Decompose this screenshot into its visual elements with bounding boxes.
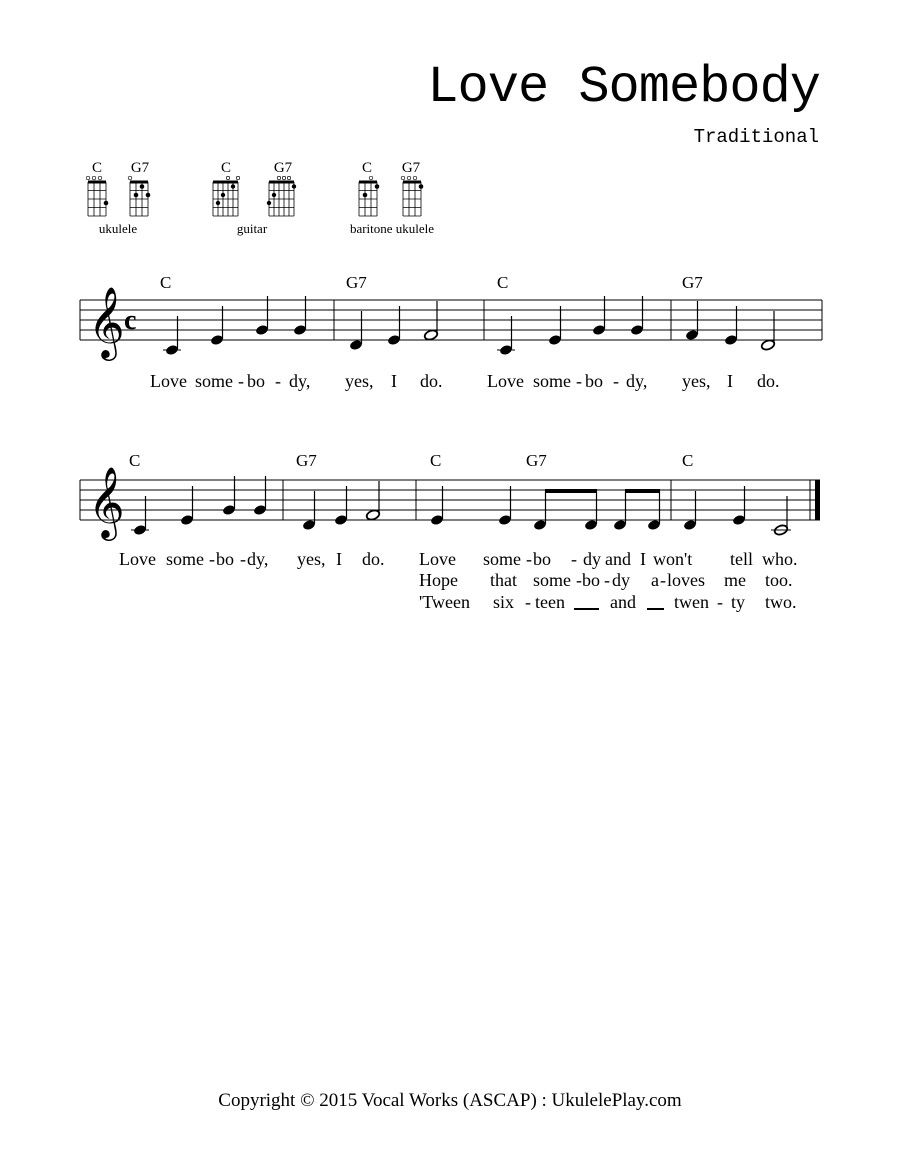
lyric-syllable: loves (667, 570, 705, 590)
baritone-g7-diagram (401, 176, 423, 216)
ukulele-chord-diagrams (86, 176, 156, 221)
lyric-hyphen: - (717, 592, 723, 612)
lyric-syllable: Love (419, 549, 456, 569)
lyric-syllable: yes, (297, 549, 326, 569)
guitar-g7-diagram (267, 176, 296, 216)
lyric-hyphen: - (660, 570, 666, 590)
lyric-syllable: I (640, 549, 646, 569)
lyric-syllable: I (391, 371, 397, 391)
lyric-syllable: won't (653, 549, 693, 569)
lyric-syllable: I (727, 371, 733, 391)
chord-symbol: C (497, 273, 509, 292)
lyric-syllable: Love (150, 371, 187, 391)
chord-symbol: G7 (296, 451, 317, 470)
chord-symbol: G7 (682, 273, 703, 292)
lyric-hyphen: - (238, 371, 244, 391)
lyric-syllable: yes, (345, 371, 374, 391)
lyric-syllable: Love (119, 549, 156, 569)
lyric-syllable: some (166, 549, 204, 569)
lyric-syllable: dy, (626, 371, 648, 391)
lyric-syllable: two. (765, 592, 797, 612)
lyric-syllable: 'Tween (419, 592, 470, 612)
lyric-syllable: me (724, 570, 746, 590)
song-title: Love Somebody (427, 58, 820, 117)
lyric-syllable: Hope (419, 570, 458, 590)
lyric-hyphen: - (526, 549, 532, 569)
guitar-chord-name-g7: G7 (273, 160, 293, 176)
ukulele-chord-name-g7: G7 (130, 160, 150, 176)
lyric-syllable: bo (247, 371, 265, 391)
treble-clef-icon: 𝄞 (88, 285, 125, 358)
lyric-hyphen: - (525, 592, 531, 612)
lyric-syllable: who. (762, 549, 798, 569)
chord-symbol: G7 (346, 273, 367, 292)
chord-symbol: C (129, 451, 141, 470)
lyric-syllable: dy (583, 549, 601, 569)
lyric-hyphen: - (571, 549, 577, 569)
lyric-syllable: some (483, 549, 521, 569)
lyric-hyphen: - (275, 371, 281, 391)
notes-system-2 (131, 476, 791, 536)
lyric-syllable: bo (582, 570, 600, 590)
chord-symbol: G7 (526, 451, 547, 470)
baritone-chord-name-c: C (361, 160, 373, 176)
lyric-syllable: and (605, 549, 631, 569)
lyric-syllable: twen (674, 592, 709, 612)
baritone-chord-name-g7: G7 (401, 160, 421, 176)
melisma-line (574, 608, 599, 610)
lyric-syllable: ty (731, 592, 746, 612)
copyright-notice: Copyright © 2015 Vocal Works (ASCAP) : UkulelePlay.com (218, 1090, 682, 1111)
ukulele-label: ukulele (98, 221, 138, 236)
chord-symbol: C (682, 451, 694, 470)
lyric-syllable: dy, (247, 549, 269, 569)
lyric-syllable: bo (533, 549, 551, 569)
melisma-line (647, 608, 664, 610)
ukulele-chord-name-c: C (91, 160, 103, 176)
guitar-c-diagram (213, 176, 240, 216)
lyric-syllable: teen (535, 592, 565, 612)
lyric-syllable: Love (487, 371, 524, 391)
guitar-label: guitar (236, 221, 268, 236)
lyric-syllable: tell (730, 549, 753, 569)
lyric-syllable: six (493, 592, 515, 612)
lyric-syllable: too. (765, 570, 793, 590)
baritone-label: baritone ukulele (349, 221, 435, 236)
lyric-syllable: and (610, 592, 636, 612)
lyric-hyphen: - (576, 570, 582, 590)
lyric-syllable: a (651, 570, 659, 590)
baritone-chord-diagrams (356, 176, 426, 221)
lyric-syllable: dy, (289, 371, 311, 391)
lyric-syllable: do. (362, 549, 385, 569)
lyric-syllable: bo (585, 371, 603, 391)
staff-system-2 (0, 460, 900, 550)
lyric-syllable: some (533, 371, 571, 391)
lyric-hyphen: - (604, 570, 610, 590)
lyric-syllable: that (490, 570, 517, 590)
lyric-syllable: dy (612, 570, 630, 590)
lyric-hyphen: - (576, 371, 582, 391)
staff-system-1 (0, 280, 900, 370)
chord-symbol: C (160, 273, 172, 292)
guitar-chord-name-c: C (220, 160, 232, 176)
ukulele-g7-diagram (128, 176, 150, 216)
lyric-syllable: some (195, 371, 233, 391)
final-barline (815, 480, 820, 520)
lyric-syllable: some (533, 570, 571, 590)
composer: Traditional (693, 126, 819, 148)
treble-clef-icon: 𝄞 (88, 465, 125, 538)
ukulele-c-diagram (86, 176, 108, 216)
common-time-signature: c (124, 305, 137, 336)
lyric-hyphen: - (209, 549, 215, 569)
notes-system-1 (163, 296, 776, 356)
lyric-syllable: do. (757, 371, 780, 391)
guitar-chord-diagrams (209, 176, 309, 221)
lyric-syllable: yes, (682, 371, 711, 391)
lyric-syllable: I (336, 549, 342, 569)
lyric-syllable: do. (420, 371, 443, 391)
lyric-syllable: bo (216, 549, 234, 569)
lyric-hyphen: - (240, 549, 246, 569)
lyric-hyphen: - (613, 371, 619, 391)
chord-symbol: C (430, 451, 442, 470)
baritone-c-diagram (359, 176, 379, 216)
